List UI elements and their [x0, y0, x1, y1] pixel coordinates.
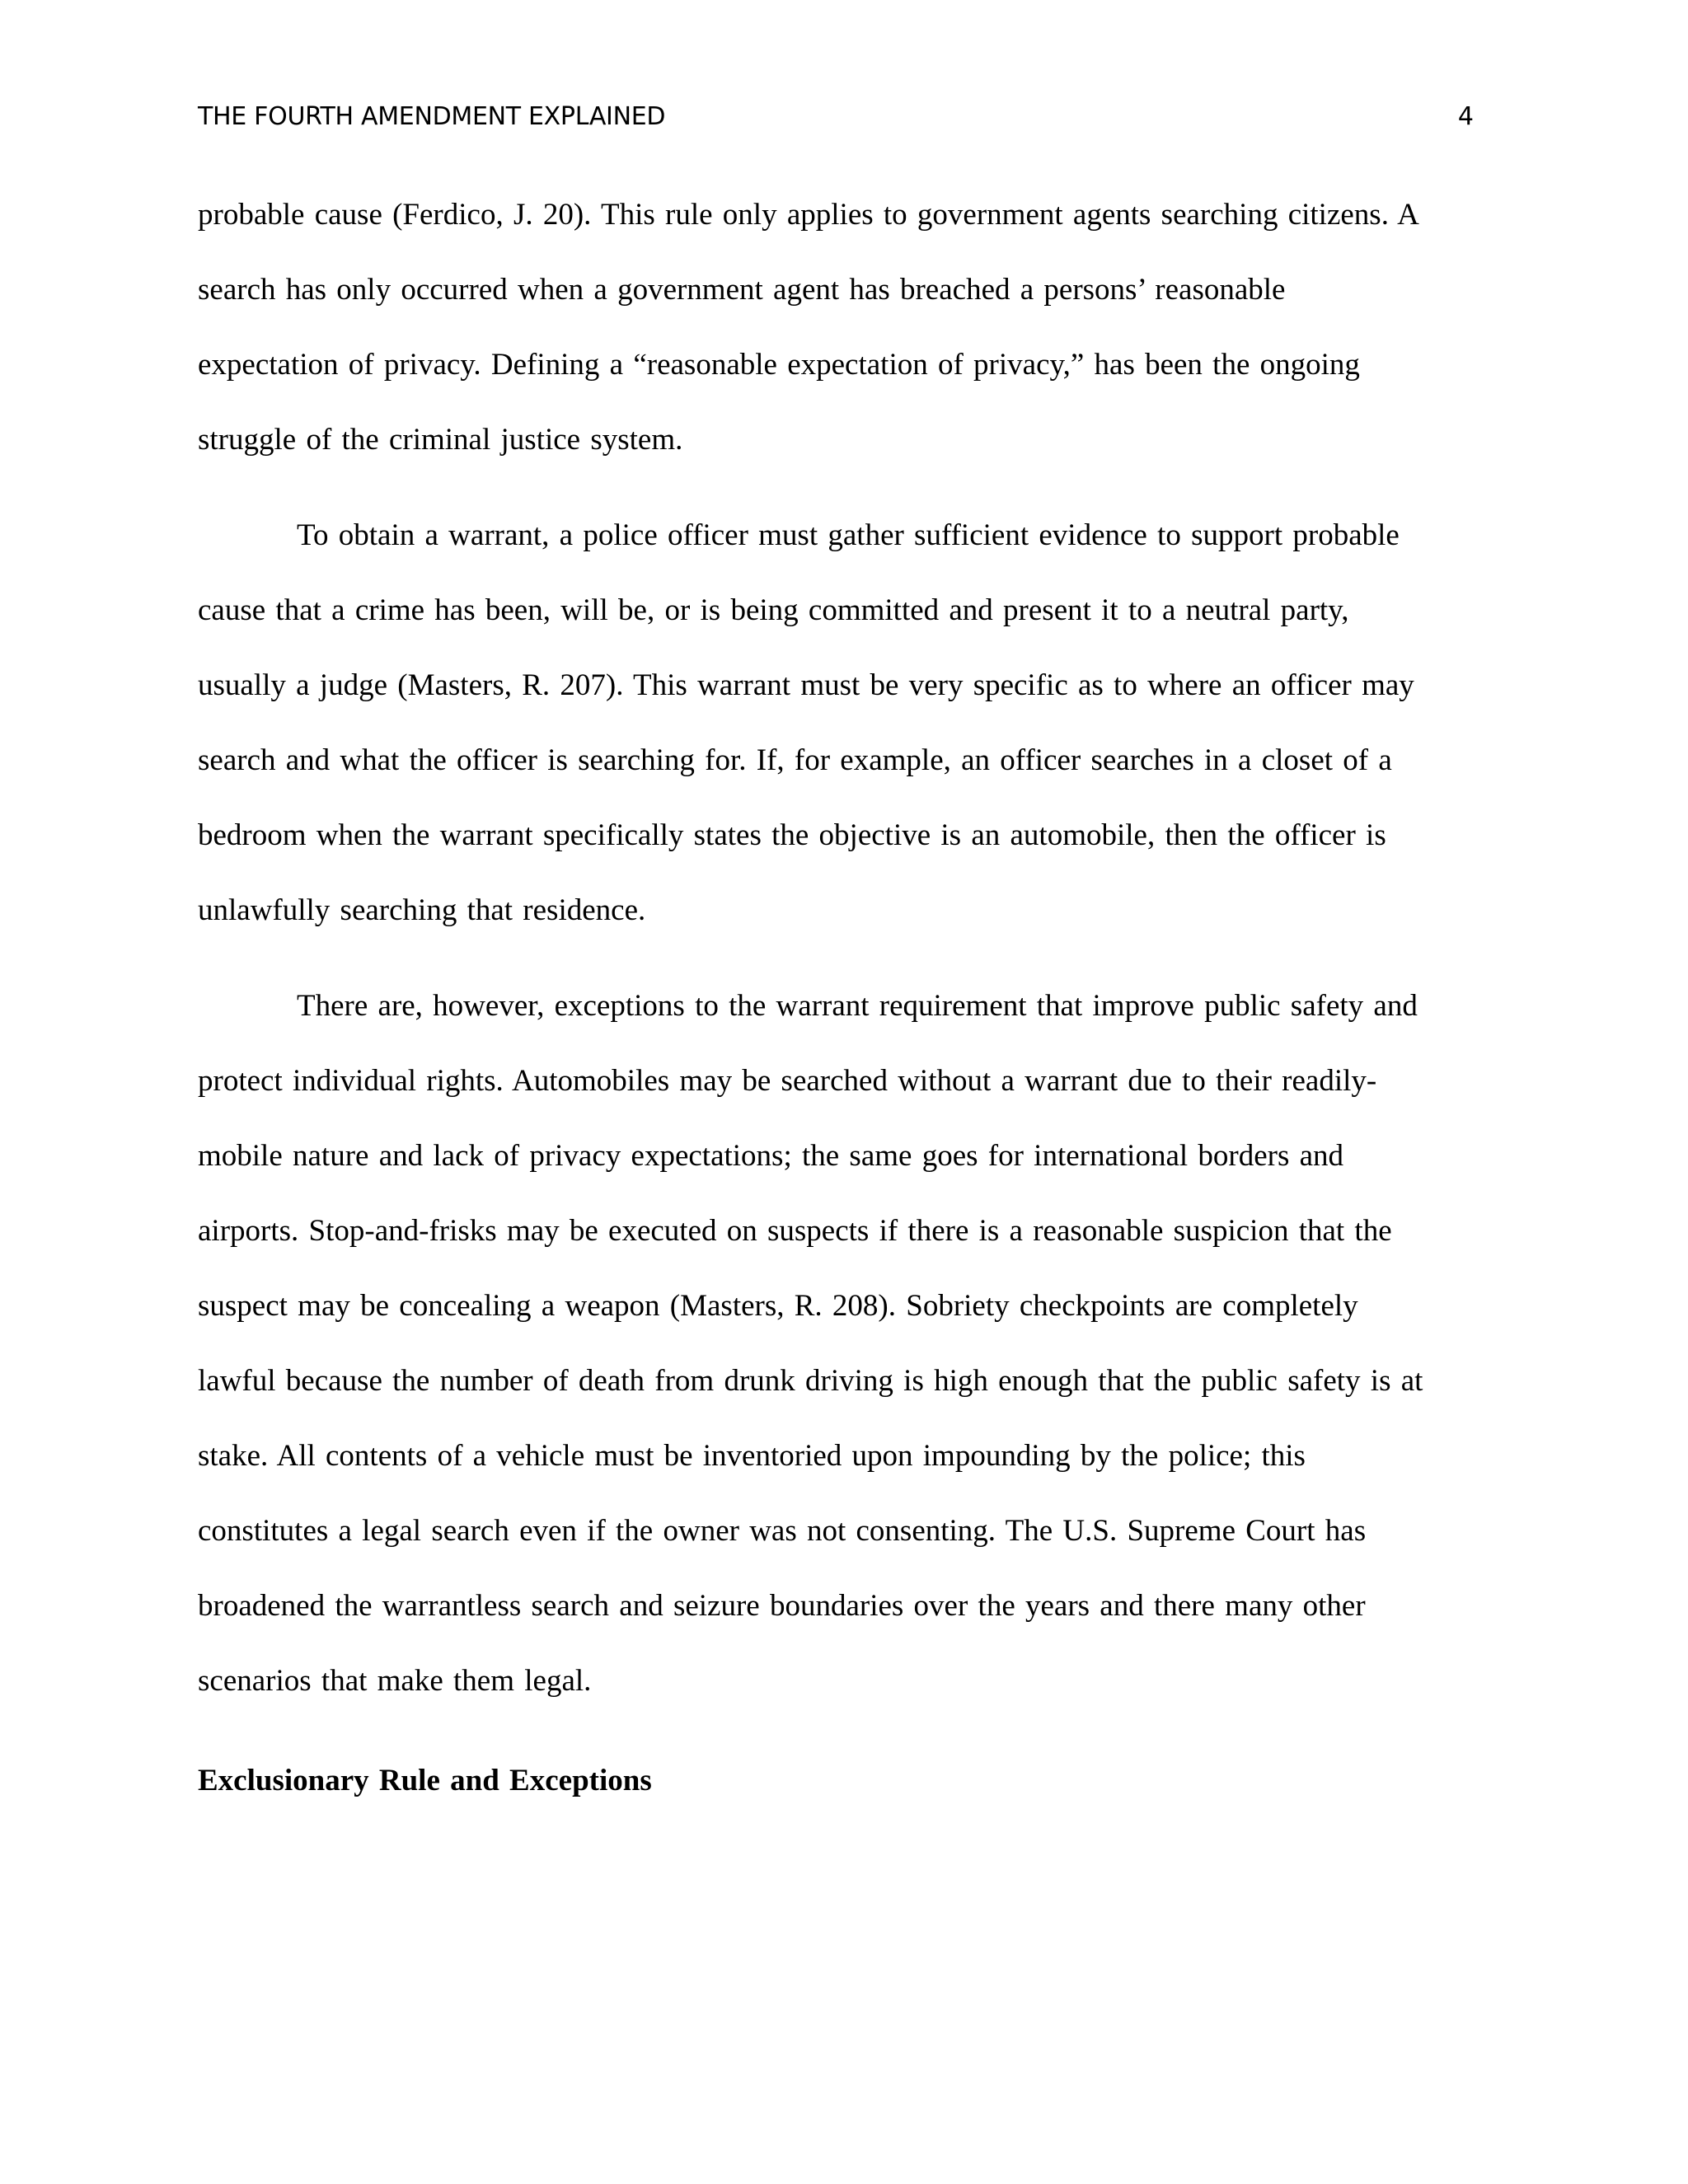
paragraph-line: mobile nature and lack of privacy expectations; the same goes for international borders and [198, 1139, 1344, 1173]
paragraph-line: suspect may be concealing a weapon (Masters, R. 208). Sobriety checkpoints are completely [198, 1289, 1358, 1323]
paragraph-line: stake. All contents of a vehicle must be inventoried upon impounding by the police; this [198, 1439, 1306, 1473]
paragraph-line: scenarios that make them legal. [198, 1664, 592, 1698]
paragraph-line: lawful because the number of death from drunk driving is high enough that the public safety is at [198, 1364, 1423, 1398]
paragraph-line: cause that a crime has been, will be, or is being committed and present it to a neutral party, [198, 593, 1349, 627]
page-number: 4 [1457, 102, 1474, 131]
paragraph-line: search has only occurred when a government agent has breached a persons’ reasonable [198, 273, 1286, 307]
paragraph-line: expectation of privacy. Defining a “reasonable expectation of privacy,” has been the ongoing [198, 348, 1360, 382]
running-head: THE FOURTH AMENDMENT EXPLAINED [198, 102, 666, 131]
paragraph-line: airports. Stop-and-frisks may be executed on suspects if there is a reasonable suspicion that the [198, 1214, 1392, 1248]
paragraph-line: constitutes a legal search even if the owner was not consenting. The U.S. Supreme Court has [198, 1514, 1367, 1548]
paragraph-line: bedroom when the warrant specifically states the objective is an automobile, then the officer is [198, 818, 1386, 852]
paragraph-line: protect individual rights. Automobiles may be searched without a warrant due to their readily- [198, 1064, 1377, 1098]
paragraph-line: probable cause (Ferdico, J. 20). This rule only applies to government agents searching citizens. A [198, 198, 1419, 232]
paragraph-line: search and what the officer is searching for. If, for example, an officer searches in a closet of a [198, 743, 1392, 777]
paragraph-line: usually a judge (Masters, R. 207). This warrant must be very specific as to where an officer may [198, 668, 1414, 702]
paragraph-line: To obtain a warrant, a police officer must gather sufficient evidence to support probable [297, 518, 1400, 552]
paragraph-line: There are, however, exceptions to the warrant requirement that improve public safety and [297, 989, 1418, 1023]
paragraph-line: struggle of the criminal justice system. [198, 423, 683, 457]
paragraph-line: broadened the warrantless search and seizure boundaries over the years and there many other [198, 1589, 1366, 1623]
paragraph-line: unlawfully searching that residence. [198, 893, 646, 927]
section-heading: Exclusionary Rule and Exceptions [198, 1764, 652, 1797]
